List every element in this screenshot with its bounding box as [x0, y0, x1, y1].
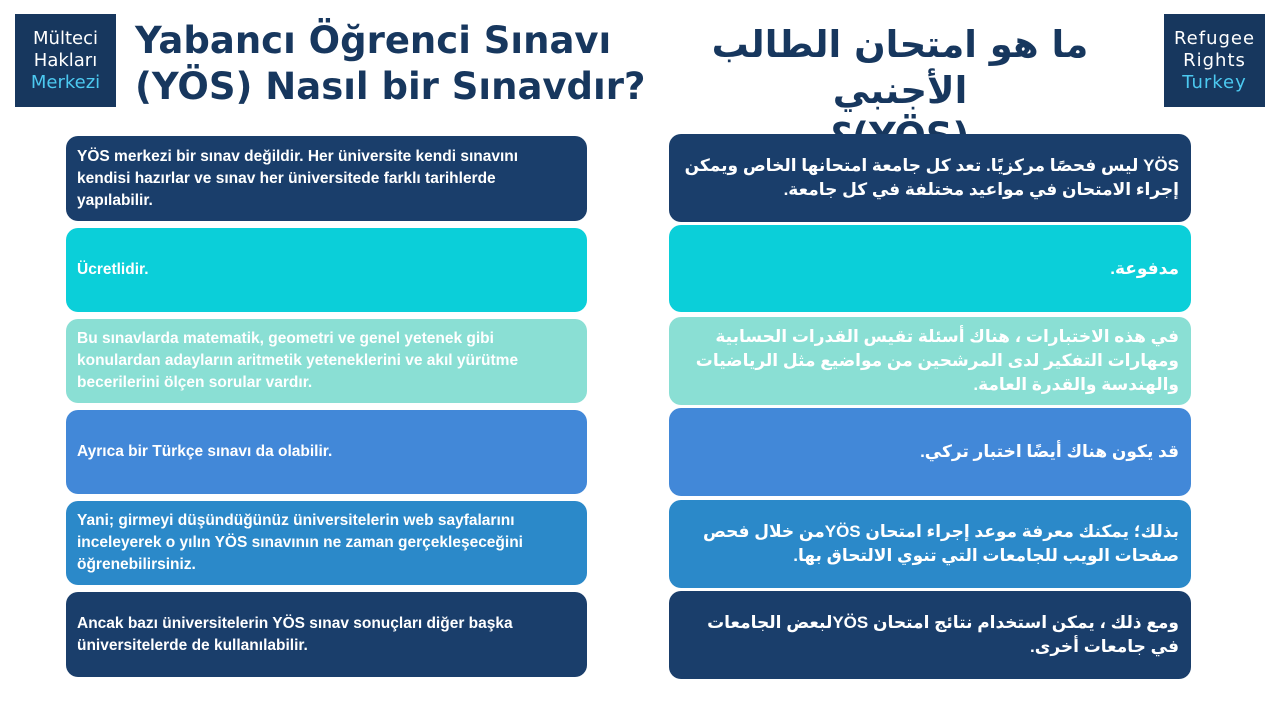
logo-line-1: Refugee	[1173, 27, 1256, 49]
page-title-turkish	[135, 18, 655, 110]
logo-line-3: Merkezi	[30, 71, 101, 93]
info-box-arabic-5: بذلك؛ يمكنك معرفة موعد إجراء امتحان YÖSمن خلال فحص صفحات الويب للجامعات التي تنوي الالتحاق بها.	[669, 500, 1191, 588]
info-box-arabic-2: مدفوعة.	[669, 225, 1191, 312]
logo-line-2: Rights	[1183, 49, 1246, 71]
info-box-arabic-6: ومع ذلك ، يمكن استخدام نتائج امتحان YÖSلبعض الجامعات في جامعات أخرى.	[669, 591, 1191, 679]
logo-line-2: Hakları	[33, 49, 98, 71]
info-box-turkish-1: YÖS merkezi bir sınav değildir. Her üniversite kendi sınavını kendisi hazırlar ve sınav her üniversitede farklı tarihlerde yapılabilir.	[66, 136, 587, 221]
info-box-arabic-4: قد يكون هناك أيضًا اختبار تركي.	[669, 408, 1191, 496]
logo-multeci-haklari-merkezi	[15, 14, 116, 107]
logo-line-1: Mülteci	[33, 27, 98, 49]
info-box-arabic-1: YÖS ليس فحصًا مركزيًا. تعد كل جامعة امتحانها الخاص ويمكن إجراء الامتحان في مواعيد مختلفة في كل جامعة.	[669, 134, 1191, 222]
info-box-turkish-2: Ücretlidir.	[66, 228, 587, 312]
info-box-turkish-6: Ancak bazı üniversitelerin YÖS sınav sonuçları diğer başka üniversitelerde de kullanılabilir.	[66, 592, 587, 677]
logo-refugee-rights-turkey	[1164, 14, 1265, 107]
info-box-turkish-3: Bu sınavlarda matematik, geometri ve genel yetenek gibi konulardan adayların aritmetik yeteneklerini ve akıl yürütme becerilerini ölçen sorular vardır.	[66, 319, 587, 403]
info-box-turkish-4: Ayrıca bir Türkçe sınavı da olabilir.	[66, 410, 587, 494]
logo-line-3: Turkey	[1182, 71, 1247, 93]
info-box-arabic-3: في هذه الاختبارات ، هناك أسئلة تقيس القدرات الحسابية ومهارات التفكير لدى المرشحين من مواضيع مثل الرياضيات والهندسة والقدرة العامة.	[669, 317, 1191, 405]
title-line-1: Yabancı Öğrenci Sınavı	[135, 19, 612, 62]
info-box-turkish-5: Yani; girmeyi düşündüğünüz üniversitelerin web sayfalarını inceleyerek o yılın YÖS sınavının ne zaman gerçekleşeceğini öğrenebilirsiniz.	[66, 501, 587, 585]
title-line-1: ما هو امتحان الطالب الأجنبي	[711, 23, 1089, 112]
title-line-2: (YÖS) Nasıl bir Sınavdır?	[135, 65, 646, 108]
